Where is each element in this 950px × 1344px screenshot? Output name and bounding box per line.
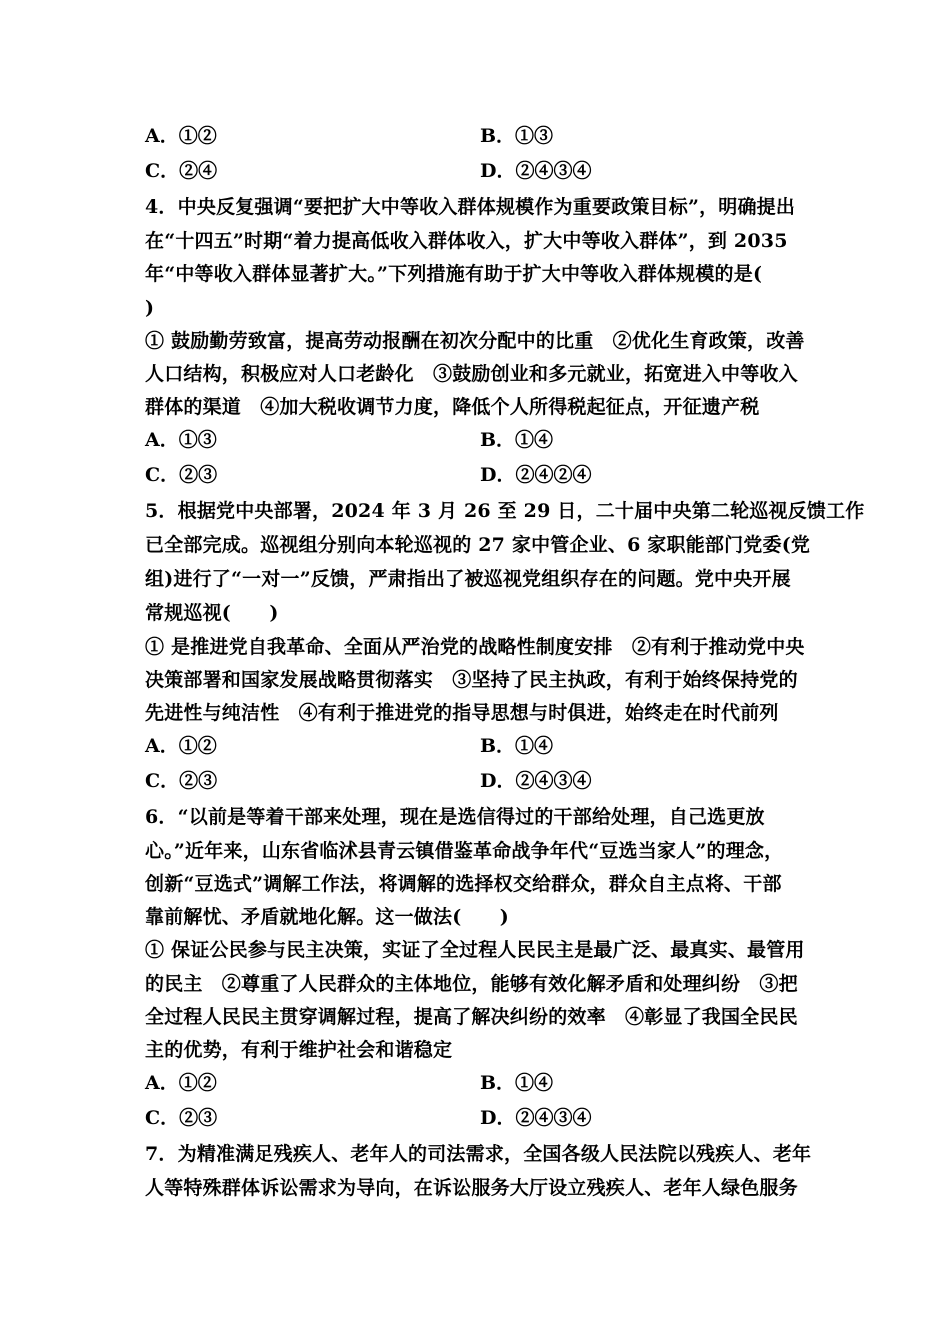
q4-statement-line: ① 鼓励勤劳致富，提高劳动报酬在初次分配中的比重 ②优化生育政策，改善 xyxy=(145,330,805,352)
q3-option-a: A．①② xyxy=(145,125,217,147)
q5-option-c: C．②③ xyxy=(145,770,218,792)
q5-stem-line: 常规巡视( ) xyxy=(145,602,279,624)
q4-statement-line: 群体的渠道 ④加大税收调节力度，降低个人所得税起征点，开征遗产税 xyxy=(145,396,760,418)
q4-statement-line: 人口结构，积极应对人口老龄化 ③鼓励创业和多元就业，拓宽进入中等收入 xyxy=(145,363,798,385)
q7-stem-line: 人等特殊群体诉讼需求为导向，在诉讼服务大厅设立残疾人、老年人绿色服务 xyxy=(145,1177,798,1199)
q6-stem-line: 靠前解忧、矛盾就地化解。这一做法( ) xyxy=(145,906,509,928)
q5-option-b: B．①④ xyxy=(480,735,554,757)
q6-statement-line: 全过程人民民主贯穿调解过程，提高了解决纠纷的效率 ④彰显了我国全民民 xyxy=(145,1006,798,1028)
q7-stem-line: 7．为精准满足残疾人、老年人的司法需求，全国各级人民法院以残疾人、老年 xyxy=(145,1143,812,1165)
q5-statement-line: ① 是推进党自我革命、全面从严治党的战略性制度安排 ②有利于推动党中央 xyxy=(145,636,805,658)
q4-stem-line: 年“中等收入群体显著扩大。”下列措施有助于扩大中等收入群体规模的是( xyxy=(145,263,763,285)
q4-option-b: B．①④ xyxy=(480,429,554,451)
q4-option-d: D．②④②④ xyxy=(480,464,592,486)
q5-statement-line: 先进性与纯洁性 ④有利于推进党的指导思想与时俱进，始终走在时代前列 xyxy=(145,702,779,724)
q6-stem-line: 心。”近年来，山东省临沭县青云镇借鉴革命战争年代“豆选当家人”的理念， xyxy=(145,840,784,862)
q4-stem-line: 在“十四五”时期“着力提高低收入群体收入，扩大中等收入群体”，到 2035 xyxy=(145,230,788,252)
q6-option-a: A．①② xyxy=(145,1072,217,1094)
q6-option-c: C．②③ xyxy=(145,1107,218,1129)
q5-option-d: D．②④③④ xyxy=(480,770,592,792)
q4-stem-line: 4．中央反复强调“要把扩大中等收入群体规模作为重要政策目标”，明确提出 xyxy=(145,196,796,218)
q3-option-c: C．②④ xyxy=(145,160,218,182)
q4-option-c: C．②③ xyxy=(145,464,218,486)
q5-statement-line: 决策部署和国家发展战略贯彻落实 ③坚持了民主执政，有利于始终保持党的 xyxy=(145,669,798,691)
q6-statement-line: 主的优势，有利于维护社会和谐稳定 xyxy=(145,1039,453,1061)
q3-option-b: B．①③ xyxy=(480,125,554,147)
q6-statement-line: ① 保证公民参与民主决策，实证了全过程人民民主是最广泛、最真实、最管用 xyxy=(145,939,805,961)
q6-option-d: D．②④③④ xyxy=(480,1107,592,1129)
q3-option-d: D．②④③④ xyxy=(480,160,592,182)
q6-option-b: B．①④ xyxy=(480,1072,554,1094)
q6-statement-line: 的民主 ②尊重了人民群众的主体地位，能够有效化解矛盾和处理纠纷 ③把 xyxy=(145,973,798,995)
q4-stem-line: ) xyxy=(145,297,155,319)
q4-option-a: A．①③ xyxy=(145,429,217,451)
q5-option-a: A．①② xyxy=(145,735,217,757)
q6-stem-line: 6．“以前是等着干部来处理，现在是选信得过的干部给处理，自己选更放 xyxy=(145,806,765,828)
q6-stem-line: 创新“豆选式”调解工作法，将调解的选择权交给群众，群众自主点将、干部 xyxy=(145,873,782,895)
q5-stem-line: 已全部完成。巡视组分别向本轮巡视的 27 家中管企业、6 家职能部门党委(党 xyxy=(145,534,811,556)
q5-stem-line: 5．根据党中央部署，2024 年 3 月 26 至 29 日，二十届中央第二轮巡视反馈工作 xyxy=(145,500,865,522)
q5-stem-line: 组)进行了“一对一”反馈，严肃指出了被巡视党组织存在的问题。党中央开展 xyxy=(145,568,791,590)
